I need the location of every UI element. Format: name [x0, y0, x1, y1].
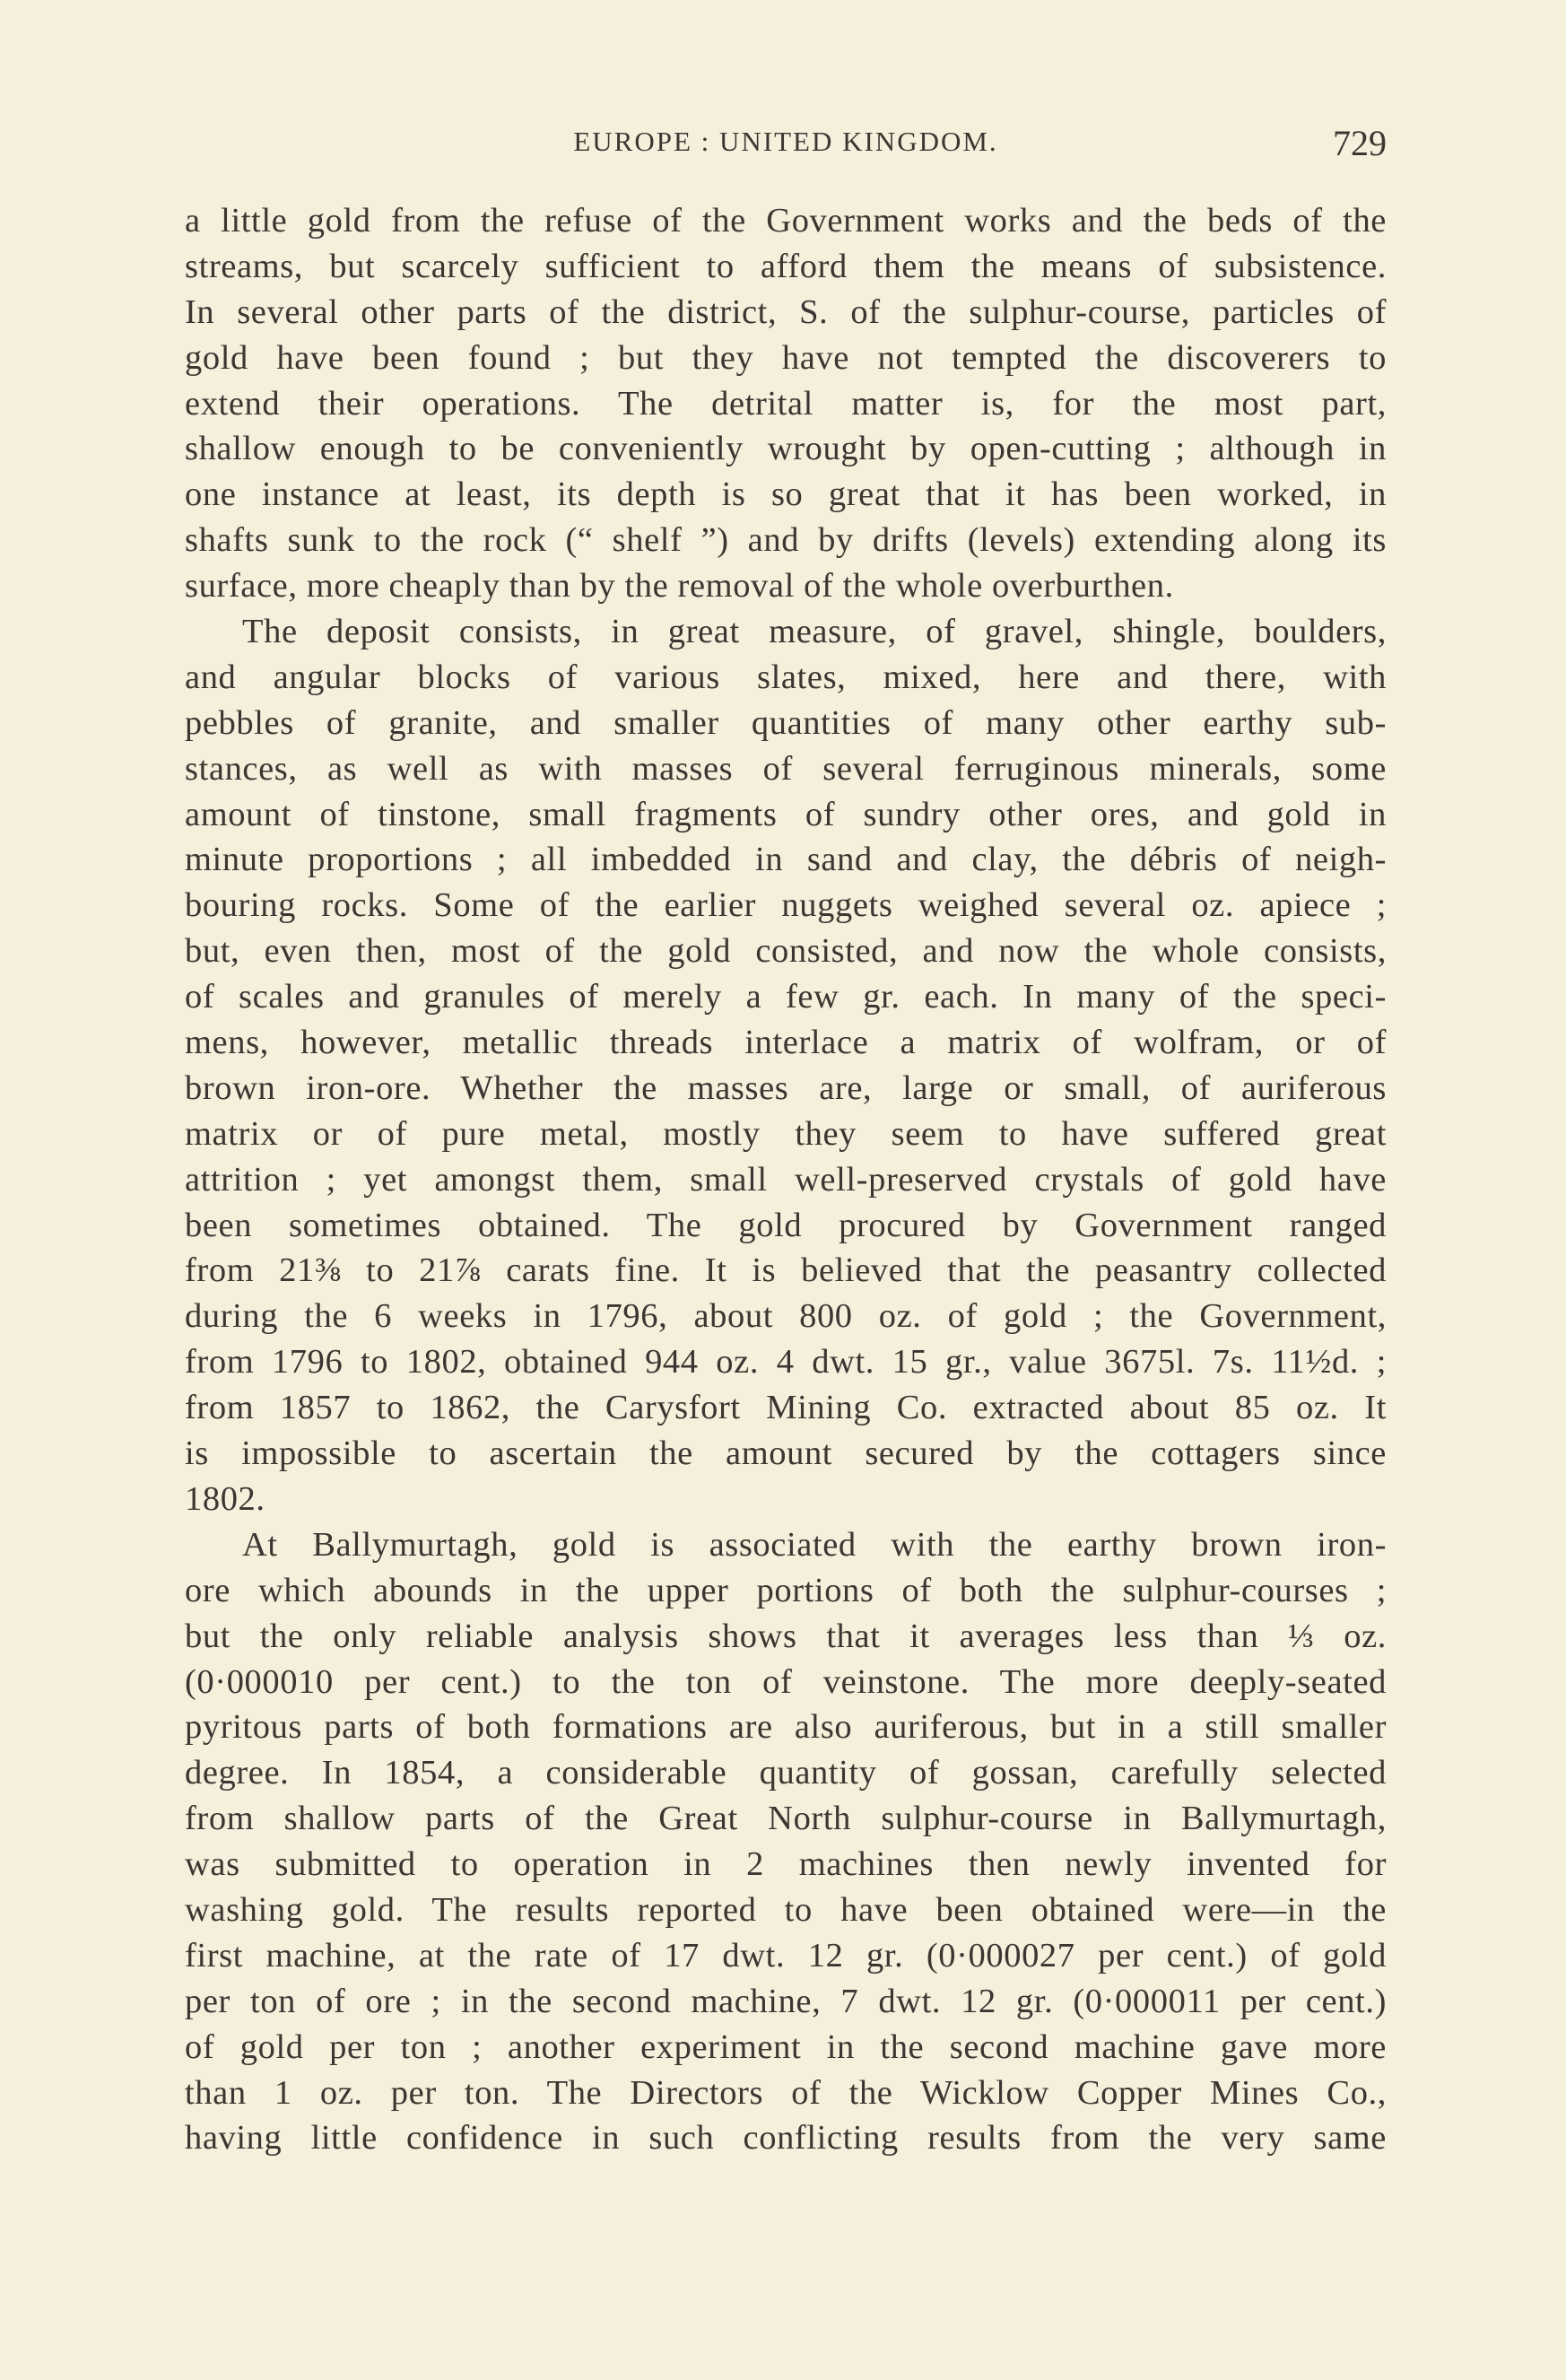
text-line: per ton of ore ; in the second machine, 7 dwt. 12 gr. (0·000011 per cent.) — [185, 1982, 1387, 2020]
text-line: minute proportions ; all imbedded in sand and clay, the débris of neigh- — [185, 841, 1387, 879]
text-line: but the only reliable analysis shows that it averages less than ⅓ oz. — [185, 1617, 1387, 1655]
text-line: In several other parts of the district, S. of the sulphur-course, particles of — [185, 292, 1387, 331]
body-text — [185, 198, 1387, 2161]
text-line: of scales and granules of merely a few gr. each. In many of the speci- — [185, 978, 1387, 1016]
text-line: pyritous parts of both formations are also auriferous, but in a still smaller — [185, 1708, 1387, 1747]
text-line: stances, as well as with masses of several ferruginous minerals, some — [185, 749, 1387, 788]
text-line: The deposit consists, in great measure, of gravel, shingle, boulders, — [242, 613, 1387, 651]
text-line: but, even then, most of the gold consisted, and now the whole consists, — [185, 932, 1387, 971]
text-line: during the 6 weeks in 1796, about 800 oz. of gold ; the Government, — [185, 1297, 1387, 1336]
text-line: shafts sunk to the rock (“ shelf ”) and by drifts (levels) extending along its — [185, 521, 1387, 560]
running-head: EUROPE : UNITED KINGDOM. — [573, 126, 998, 157]
page-header — [185, 122, 1387, 167]
text-line: and angular blocks of various slates, mixed, here and there, with — [185, 658, 1387, 696]
text-line: ore which abounds in the upper portions of both the sulphur-courses ; — [185, 1571, 1387, 1609]
text-line: having little confidence in such conflicting results from the very same — [185, 2119, 1387, 2158]
text-line: shallow enough to be conveniently wrought by open-cutting ; although in — [185, 430, 1387, 468]
text-line: of gold per ton ; another experiment in the second machine gave more — [185, 2027, 1387, 2066]
text-line: 1802. — [185, 1479, 265, 1518]
text-line: bouring rocks. Some of the earlier nuggets weighed several oz. apiece ; — [185, 886, 1387, 925]
text-line: been sometimes obtained. The gold procured by Government ranged — [185, 1206, 1387, 1244]
text-line: a little gold from the refuse of the Government works and the beds of the — [185, 202, 1387, 240]
text-line: than 1 oz. per ton. The Directors of the Wicklow Copper Mines Co., — [185, 2073, 1387, 2112]
text-line: attrition ; yet amongst them, small well-preserved crystals of gold have — [185, 1160, 1387, 1199]
text-line: from 1857 to 1862, the Carysfort Mining Co. extracted about 85 oz. It — [185, 1389, 1387, 1427]
text-line: (0·000010 per cent.) to the ton of veinstone. The more deeply-seated — [185, 1662, 1387, 1701]
text-line: from shallow parts of the Great North sulphur-course in Ballymurtagh, — [185, 1800, 1387, 1838]
text-line: extend their operations. The detrital matter is, for the most part, — [185, 384, 1387, 423]
text-line: pebbles of granite, and smaller quantities of many other earthy sub- — [185, 703, 1387, 742]
text-line: was submitted to operation in 2 machines then newly invented for — [185, 1845, 1387, 1884]
text-line: surface, more cheaply than by the removal of the whole overburthen. — [185, 567, 1174, 606]
text-line: gold have been found ; but they have not tempted the discoverers to — [185, 338, 1387, 377]
text-line: matrix or of pure metal, mostly they seem to have suffered great — [185, 1114, 1387, 1153]
paragraph — [185, 1522, 1387, 2161]
text-line: At Ballymurtagh, gold is associated with the earthy brown iron- — [242, 1525, 1387, 1564]
text-line: first machine, at the rate of 17 dwt. 12 gr. (0·000027 per cent.) of gold — [185, 1936, 1387, 1975]
text-line: is impossible to ascertain the amount secured by the cottagers since — [185, 1434, 1387, 1473]
text-line: washing gold. The results reported to have been obtained were—in the — [185, 1890, 1387, 1929]
paragraph — [185, 609, 1387, 1522]
text-line: amount of tinstone, small fragments of sundry other ores, and gold in — [185, 795, 1387, 833]
page-number: 729 — [1333, 123, 1387, 163]
text-line: streams, but scarcely sufficient to afford them the means of subsistence. — [185, 247, 1387, 285]
text-line: degree. In 1854, a considerable quantity of gossan, carefully selected — [185, 1754, 1387, 1792]
text-line: from 1796 to 1802, obtained 944 oz. 4 dwt. 15 gr., value 3675l. 7s. 11½d. ; — [185, 1343, 1387, 1382]
paragraph — [185, 198, 1387, 609]
text-line: one instance at least, its depth is so great that it has been worked, in — [185, 475, 1387, 514]
text-line: brown iron-ore. Whether the masses are, large or small, of auriferous — [185, 1068, 1387, 1107]
text-line: from 21⅜ to 21⅞ carats fine. It is believed that the peasantry collected — [185, 1251, 1387, 1290]
text-line: mens, however, metallic threads interlace a matrix of wolfram, or of — [185, 1024, 1387, 1062]
